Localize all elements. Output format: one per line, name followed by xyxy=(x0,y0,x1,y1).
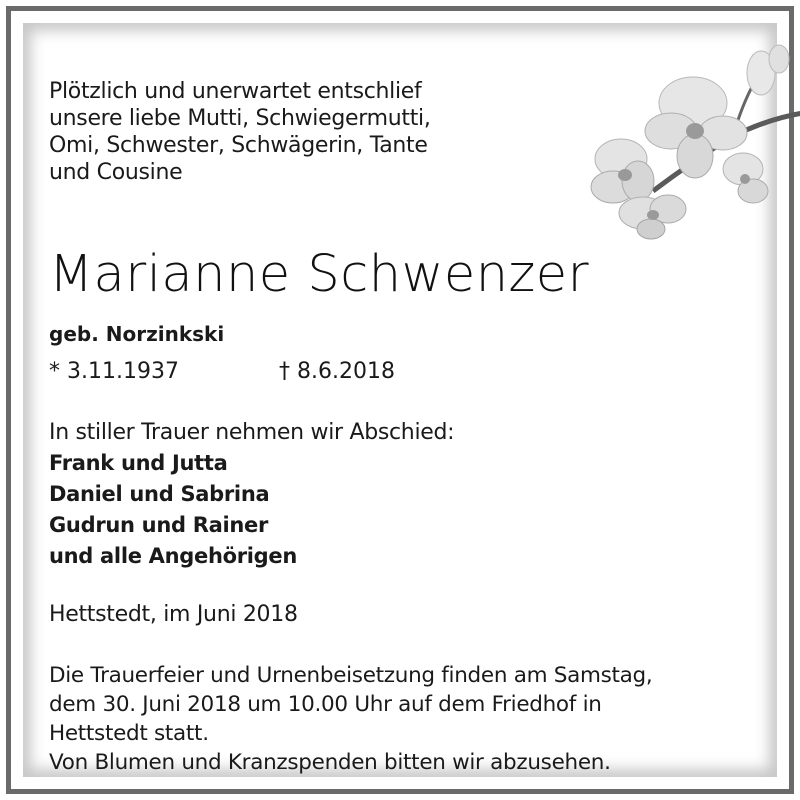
mourner-line: Frank und Jutta xyxy=(49,451,228,475)
maiden-name: geb. Norzinkski xyxy=(49,322,225,346)
notice-line: dem 30. Juni 2018 um 10.00 Uhr auf dem Friedhof in xyxy=(49,692,602,717)
notice-line: Hettstedt statt. xyxy=(49,721,209,746)
death-date: † 8.6.2018 xyxy=(279,359,395,384)
intro-line: Plötzlich und unerwartet entschlief xyxy=(49,79,422,104)
mourner-line: und alle Angehörigen xyxy=(49,544,297,568)
orchid-flower-image xyxy=(583,41,800,241)
obituary-frame xyxy=(6,6,794,794)
birth-date: * 3.11.1937 xyxy=(49,359,179,384)
intro-line: Omi, Schwester, Schwägerin, Tante xyxy=(49,133,428,158)
funeral-notice xyxy=(49,661,652,777)
notice-line: Die Trauerfeier und Urnenbeisetzung finden am Samstag, xyxy=(49,663,653,688)
mourner-line: Daniel und Sabrina xyxy=(49,482,270,506)
mourning-intro: In stiller Trauer nehmen wir Abschied: xyxy=(49,420,455,445)
obituary-card xyxy=(23,23,777,777)
deceased-name: Marianne Schwenzer xyxy=(49,245,590,304)
place-date: Hettstedt, im Juni 2018 xyxy=(49,602,298,627)
intro-line: und Cousine xyxy=(49,160,183,185)
intro-line: unsere liebe Mutti, Schwiegermutti, xyxy=(49,106,431,131)
mourners-section xyxy=(49,417,454,572)
mourner-line: Gudrun und Rainer xyxy=(49,513,269,537)
intro-text xyxy=(49,78,431,186)
notice-line: Von Blumen und Kranzspenden bitten wir abzusehen. xyxy=(49,750,611,775)
